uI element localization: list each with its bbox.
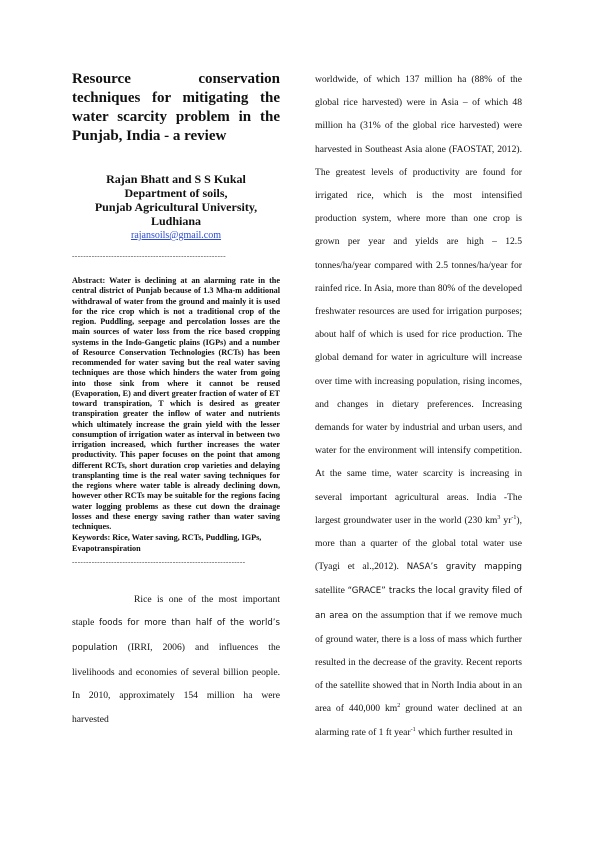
body-text-unit: yr bbox=[500, 514, 512, 526]
author-names: Rajan Bhatt and S S Kukal bbox=[106, 172, 246, 186]
nasa-text: NASA’s gravity mapping bbox=[406, 562, 522, 573]
body-text-1: worldwide, of which 137 million ha (88% of the global rice harvested) were in Asia – of which 48 million ha (31% of the global rice harvested) were harvested in Southeast Asia alone (FAOSTAT, 2012). The greatest levels of productivity are found for irrigated rice, which is the most intensified production system, where more than one crop is grown per year and yields are high – 12.5 tonnes/ha/year compared with 2.5 tonnes/ha/year for rainfed rice. In Asia, more than 80% of the developed freshwater resources are used for irrigation purposes; about half of which is used for rice production. The global demand for water in agriculture will increase over time with increasing population, rising incomes, and changes in dietary preferences. Increasing demands for water by industrial and urban users, and water for the environment will intensify competition. At the same time, water scarcity is increasing in several important agricultural areas. India -The largest groundwater user in the world (230 km bbox=[315, 74, 522, 526]
left-column bbox=[72, 70, 280, 731]
separator-line: ------------------------------------------------------- bbox=[72, 251, 226, 260]
superscript: 2 bbox=[397, 703, 401, 710]
superscript: 3 bbox=[497, 514, 501, 521]
body-text-2: ), more than a quarter of the global total water use (Tyagi et al.,2012). bbox=[315, 514, 522, 573]
body-text-4: ground water declined at an alarming rate of 1 ft year bbox=[315, 703, 522, 738]
abstract-text: Water is declining at an alarming rate in the central district of Punjab because of 1.3 Mha-m additional withdrawal of water from the ground and mainly it is used for the rice crop which is not a traditional crop of the region. Puddling, seepage and percolation losses are the main sources of water loss from the rice based cropping systems in the Indo-Gangetic plains (IGPs) and a number of Resource Conservation Technologies (RCTs) has been recommended for water saving but the real water saving techniques are those which hinders the water from going into those sink from where it cannot be reused (Evaporation, E) and divert greater fraction of water of ET toward transpiration, T which is desired as greater transpiration greater the inflow of water and nutrients which ultimately increase the grain yield with the lesser consumption of irrigation water as interval in between two irrigation increased, which further increases the water productivity. This paper focuses on the point that among different RCTs, short duration crop varieties and delaying transplanting time is the real water saving techniques for the regions where water table is already declining down, however other RCTs may be suitable for the regions facing water logging problems as these cut down the drainage losses and these energy saving rather than water saving techniques. bbox=[72, 276, 280, 531]
author-department: Department of soils, bbox=[124, 186, 228, 200]
abstract-label: Abstract: bbox=[72, 276, 106, 285]
author-university: Punjab Agricultural University, bbox=[94, 200, 258, 214]
intro-rest: (IRRI, 2006) and influences the livelihoods and economies of several billion people. In 2010, approximately 154 million ha were harvested bbox=[72, 641, 280, 725]
grace-text: “GRACE” tracks the local gravity filed of an area on bbox=[315, 586, 522, 621]
author-block bbox=[72, 172, 280, 228]
intro-line-1: Rice is one of the most important staple bbox=[72, 593, 280, 629]
abstract bbox=[72, 276, 280, 532]
intro-line-2: foods for more than half of the world’s population bbox=[72, 618, 280, 653]
introduction-text bbox=[72, 588, 280, 732]
paper-title: Resource conservation techniques for mitigating the water scarcity problem in the Punjab, India - a review bbox=[72, 71, 280, 144]
superscript: -1 bbox=[410, 726, 416, 733]
separator-line-2: -------------------------------------------------------------- bbox=[72, 556, 246, 566]
body-text-3: the assumption that if we remove much of ground water, there is a loss of mass which further resulted in the decrease of the gravity. Recent reports of the satellite showed that in North India about in an area of 440,000 km bbox=[315, 609, 522, 715]
body-paragraph bbox=[315, 68, 522, 744]
superscript: -1 bbox=[511, 514, 517, 521]
satellite-text: satellite bbox=[315, 585, 345, 597]
author-city: Ludhiana bbox=[150, 214, 202, 228]
right-column bbox=[315, 68, 522, 744]
body-text-5: which further resulted in bbox=[415, 726, 513, 738]
keywords: Keywords: Rice, Water saving, RCTs, Puddling, IGPs, Evapotranspiration bbox=[72, 533, 262, 553]
author-email-link[interactable]: rajansoils@gmail.com bbox=[130, 230, 222, 241]
